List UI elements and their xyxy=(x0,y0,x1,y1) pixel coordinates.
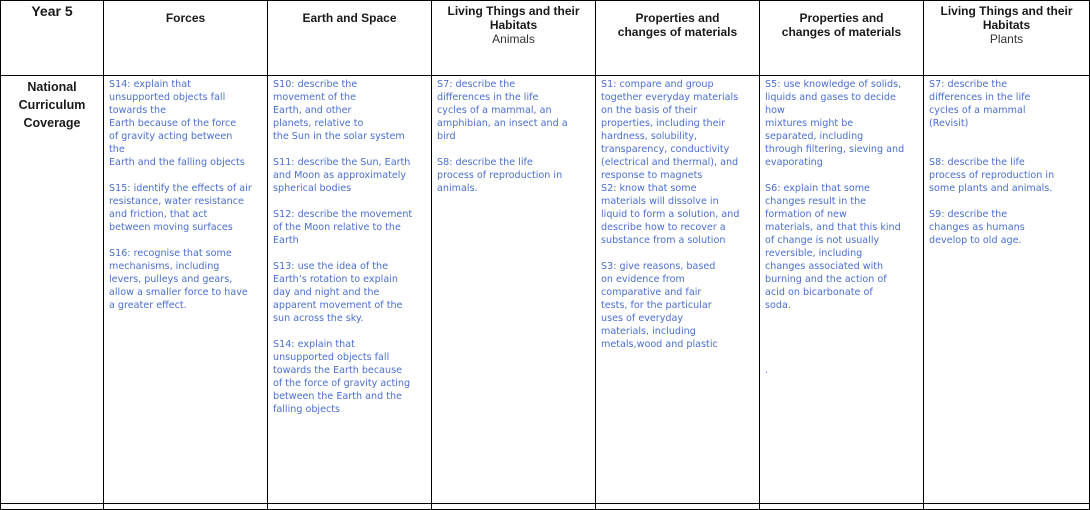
row-header-line: Coverage xyxy=(23,116,81,130)
objective-line: S6: explain that some xyxy=(765,183,870,194)
objective-line: properties, including their xyxy=(601,118,726,129)
line-gap xyxy=(273,195,427,208)
objective-line: materials will dissolve in xyxy=(601,196,719,207)
objective-line: S11: describe the Sun, Earth xyxy=(273,157,411,168)
objective-line: bird xyxy=(437,131,456,142)
objective-line: between moving surfaces xyxy=(109,222,233,233)
objective-line: S5: use knowledge of solids, xyxy=(765,79,902,90)
line-gap xyxy=(765,338,919,351)
objective-line: the Sun in the solar system xyxy=(273,131,405,142)
objective-line: of the Moon relative to the xyxy=(273,222,401,233)
objective-line: response to magnets xyxy=(601,170,703,181)
objective-line: . xyxy=(765,365,769,376)
objective-line: changes as humans xyxy=(929,222,1025,233)
column-body xyxy=(760,76,924,504)
row-header-cell xyxy=(1,76,104,504)
objective-line: Earth and the falling objects xyxy=(109,157,245,168)
objective-line: and Moon as approximately xyxy=(273,170,407,181)
objective-line: unsupported objects fall xyxy=(109,92,226,103)
objective-line: towards the xyxy=(109,105,167,116)
objective-line: tests, for the particular xyxy=(601,300,712,311)
column-body xyxy=(432,76,596,504)
objective-line: and friction, that act xyxy=(109,209,208,220)
objective-line: Earth because of the force xyxy=(109,118,237,129)
objective-line: S14: explain that xyxy=(273,339,355,350)
objective-line: (Revisit) xyxy=(929,118,969,129)
objective-line: spherical bodies xyxy=(273,183,352,194)
year-cell xyxy=(1,1,104,76)
coverage-row xyxy=(1,76,1090,504)
line-gap xyxy=(929,195,1085,208)
objective-line: S8: describe the life xyxy=(929,157,1025,168)
objective-line: S13: use the idea of the xyxy=(273,261,389,272)
objective-line: uses of everyday xyxy=(601,313,684,324)
objective-line: S16: recognise that some xyxy=(109,248,232,259)
objective-line: liquid to form a solution, and xyxy=(601,209,740,220)
objective-line: mixtures might be xyxy=(765,118,854,129)
line-gap xyxy=(273,143,427,156)
objective-line: Earth, and other xyxy=(273,105,352,116)
column-title-line: Earth and Space xyxy=(302,11,397,25)
objective-line: S10: describe the xyxy=(273,79,358,90)
objective-line: materials, including xyxy=(601,326,696,337)
objective-line: hardness, solubility, xyxy=(601,131,698,142)
objective-line: on evidence from xyxy=(601,274,685,285)
objective-line: on the basis of their xyxy=(601,105,698,116)
objective-line: evaporating xyxy=(765,157,823,168)
line-gap xyxy=(601,247,755,260)
objective-line: separated, including xyxy=(765,131,864,142)
row-header-line: National xyxy=(27,80,77,94)
column-body xyxy=(596,76,760,504)
column-title-line: Habitats xyxy=(489,18,538,32)
column-subtitle: Animals xyxy=(492,32,535,46)
line-gap xyxy=(765,325,919,338)
line-gap xyxy=(765,312,919,325)
column-header xyxy=(104,1,268,76)
objective-line: amphibian, an insect and a xyxy=(437,118,568,129)
objective-line: develop to old age. xyxy=(929,235,1022,246)
objective-line: through filtering, sieving and xyxy=(765,144,905,155)
objective-line: of the force of gravity acting xyxy=(273,378,411,389)
objective-line: metals,wood and plastic xyxy=(601,339,718,350)
empty-cell xyxy=(1,504,104,510)
objective-line: materials, and that this kind xyxy=(765,222,901,233)
objective-line: S1: compare and group xyxy=(601,79,714,90)
objective-line: cycles of a mammal xyxy=(929,105,1026,116)
empty-cell xyxy=(596,504,760,510)
objective-line: reversible, including xyxy=(765,248,863,259)
objective-line: process of reproduction in xyxy=(437,170,563,181)
line-gap xyxy=(273,325,427,338)
empty-cell xyxy=(924,504,1090,510)
column-header xyxy=(432,1,596,76)
line-gap xyxy=(109,234,263,247)
objective-line: formation of new xyxy=(765,209,847,220)
objective-line: unsupported objects fall xyxy=(273,352,390,363)
column-title-line: Forces xyxy=(165,11,206,25)
objective-line: allow a smaller force to have xyxy=(109,287,248,298)
objective-line: changes associated with xyxy=(765,261,884,272)
column-header xyxy=(268,1,432,76)
objective-line: substance from a solution xyxy=(601,235,726,246)
column-title-line: Living Things and their xyxy=(940,4,1073,18)
line-gap xyxy=(273,247,427,260)
objective-line: a greater effect. xyxy=(109,300,187,311)
objective-line: of change is not usually xyxy=(765,235,880,246)
column-subtitle: Plants xyxy=(989,32,1024,46)
column-title-line: Properties and xyxy=(635,11,720,25)
objective-line: apparent movement of the xyxy=(273,300,403,311)
year-label: Year 5 xyxy=(31,3,73,19)
line-gap xyxy=(929,143,1085,156)
objective-line: (electrical and thermal), and xyxy=(601,157,739,168)
empty-cell xyxy=(760,504,924,510)
objective-line: liquids and gases to decide xyxy=(765,92,896,103)
objective-line: towards the Earth because xyxy=(273,365,402,376)
empty-cell xyxy=(432,504,596,510)
objective-line: how xyxy=(765,105,785,116)
objective-line: describe how to recover a xyxy=(601,222,726,233)
line-gap xyxy=(765,169,919,182)
empty-cell xyxy=(104,504,268,510)
column-header xyxy=(924,1,1090,76)
row-header-line: Curriculum xyxy=(18,98,86,112)
line-gap xyxy=(109,169,263,182)
objective-line: differences in the life xyxy=(437,92,539,103)
objective-line: movement of the xyxy=(273,92,356,103)
objective-line: animals. xyxy=(437,183,478,194)
line-gap xyxy=(437,143,591,156)
objective-line: S14: explain that xyxy=(109,79,191,90)
column-header xyxy=(596,1,760,76)
objective-line: cycles of a mammal, an xyxy=(437,105,552,116)
objective-line: the xyxy=(109,144,125,155)
objective-line: S7: describe the xyxy=(437,79,516,90)
objective-line: process of reproduction in xyxy=(929,170,1055,181)
objective-line: S2: know that some xyxy=(601,183,697,194)
column-body xyxy=(104,76,268,504)
objective-line: together everyday materials xyxy=(601,92,739,103)
objective-line: soda. xyxy=(765,300,791,311)
line-gap xyxy=(765,351,919,364)
header-row xyxy=(1,1,1090,76)
column-title-line: Properties and xyxy=(799,11,884,25)
objective-line: Earth’s rotation to explain xyxy=(273,274,398,285)
objective-line: comparative and fair xyxy=(601,287,702,298)
objective-line: of gravity acting between xyxy=(109,131,233,142)
empty-cell xyxy=(268,504,432,510)
objective-line: differences in the life xyxy=(929,92,1031,103)
objective-line: Earth xyxy=(273,235,299,246)
column-body xyxy=(924,76,1090,504)
objective-line: resistance, water resistance xyxy=(109,196,244,207)
objective-line: acid on bicarbonate of xyxy=(765,287,873,298)
column-header xyxy=(760,1,924,76)
objective-line: levers, pulleys and gears, xyxy=(109,274,233,285)
column-title-line: Living Things and their xyxy=(447,4,580,18)
objective-line: planets, relative to xyxy=(273,118,364,129)
objective-line: some plants and animals. xyxy=(929,183,1053,194)
objective-line: burning and the action of xyxy=(765,274,887,285)
empty-row xyxy=(1,504,1090,510)
objective-line: S3: give reasons, based xyxy=(601,261,716,272)
objective-line: changes result in the xyxy=(765,196,867,207)
column-title-line: changes of materials xyxy=(617,25,738,39)
column-title-line: changes of materials xyxy=(781,25,902,39)
objective-line: day and night and the xyxy=(273,287,380,298)
objective-line: falling objects xyxy=(273,404,341,415)
objective-line: S15: identify the effects of air xyxy=(109,183,252,194)
objective-line: between the Earth and the xyxy=(273,391,402,402)
objective-line: S7: describe the xyxy=(929,79,1008,90)
objective-line: transparency, conductivity xyxy=(601,144,730,155)
column-title-line: Habitats xyxy=(982,18,1031,32)
column-body xyxy=(268,76,432,504)
line-gap xyxy=(929,130,1085,143)
objective-line: mechanisms, including xyxy=(109,261,220,272)
objective-line: sun across the sky. xyxy=(273,313,364,324)
objective-line: S9: describe the xyxy=(929,209,1008,220)
objective-line: S12: describe the movement xyxy=(273,209,413,220)
objective-line: S8: describe the life xyxy=(437,157,533,168)
